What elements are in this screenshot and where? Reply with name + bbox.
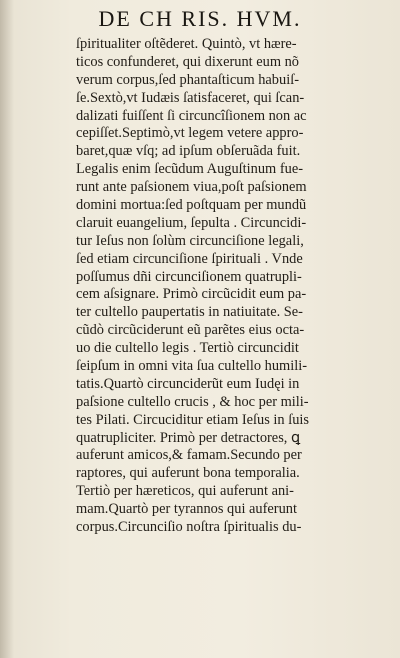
text-line: poſſumus dñi circunciſionem quatrupli- [76,268,302,285]
text-line: dalizati fuiſſent ſi circuncîſionem non ac [76,107,307,124]
text-line: verum corpus,ſed phantaſticum habuiſ- [76,71,299,88]
text-line: ſeipſum in omni vita ſua cultello humili- [76,358,308,375]
text-line: cũdò circũciderunt eũ parẽtes eius octa- [76,322,305,339]
text-line: cem aſsignare. Primò circũcidit eum pa- [76,286,307,303]
text-line: paſsione cultello crucis , & hoc per mili- [76,393,309,410]
text-line: tes Pilati. Circuciditur etiam Ieſus in ſuis [76,411,310,428]
text-line: Legalis enim ſecũdum Auguſtinum fue- [76,161,304,178]
text-line: runt ante paſsionem viua,poſt paſsionem [76,179,307,196]
text-line: corpus.Circunciſio noſtra ſpiritualis du- [76,519,302,536]
running-header: DE CH RIS. HVM. [98,6,302,31]
text-line: quatrupliciter. Primò per detractores, ꝗ [76,429,301,446]
text-line: claruit euangelium, ſepulta . Circuncidi- [76,214,307,231]
text-line: tur Ieſus non ſolùm circunciſione legali, [76,232,304,249]
text-line: ſed etiam circunciſione ſpirituali . Vnde [76,250,303,267]
text-line: ſpiritualiter oſtẽderet. Quintò, vt hære- [76,36,297,52]
text-line: baret,quæ vſq; ad ipſum obſeruãda fuit. [76,143,301,160]
text-line: uo die cultello legis . Tertiò circuncidit [76,340,299,357]
body-text [76,36,386,537]
text-line: domini mortua:ſed poſtquam per mundũ [76,197,307,214]
text-line: cepiſſet.Septimò,vt legem vetere appro- [76,125,304,142]
text-line: auferunt amicos,& famam.Secundo per [76,447,302,464]
page-gutter-shadow [0,0,14,658]
text-line: tatis.Quartò circunciderũt eum Iudęi in [76,375,300,392]
text-line: raptores, qui auferunt bona temporalia. [76,465,300,482]
text-line: ſe.Sextò,vt Iudæis ſatisfaceret, qui ſcan- [76,89,305,106]
text-line: mam.Quartò per tyrannos qui auferunt [76,501,297,518]
text-line: Tertiò per hæreticos, qui auferunt ani- [76,483,294,500]
text-line: ticos confunderet, qui dixerunt eum nõ [76,53,299,70]
text-line: ter cultello paupertatis in natiuitate. Se- [76,304,303,321]
